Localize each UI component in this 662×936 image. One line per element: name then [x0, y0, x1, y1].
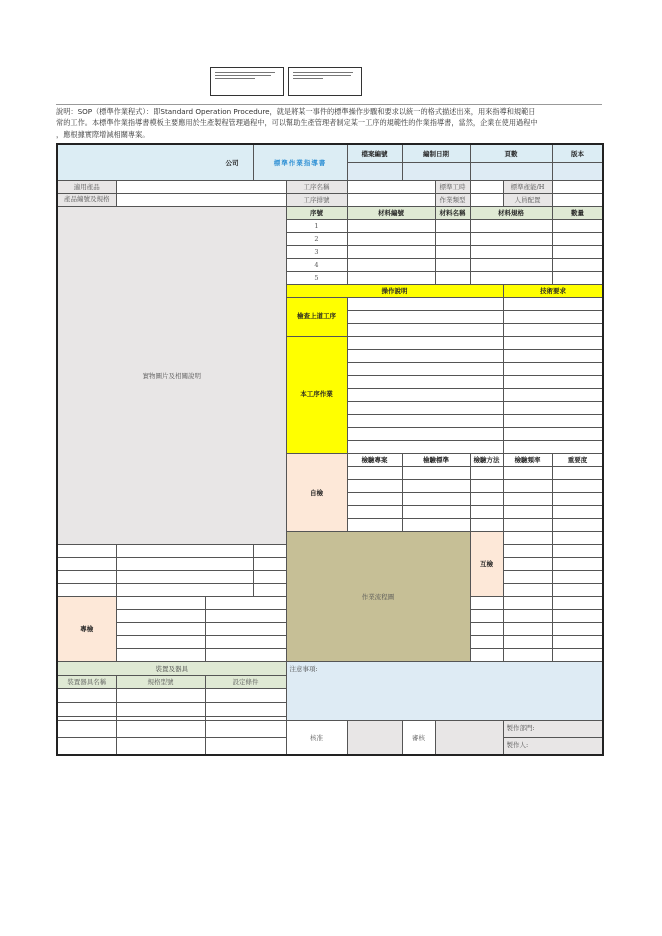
equipment-cell[interactable] [116, 688, 205, 702]
op-cell[interactable] [347, 414, 503, 427]
material-header-code: 材料編號 [347, 206, 435, 219]
equipment-title: 裝置及器具 [57, 661, 286, 675]
inspect-cell[interactable] [503, 635, 552, 648]
thumbnail-preview-2 [288, 67, 362, 96]
inspect-cell[interactable] [552, 492, 603, 505]
date-value[interactable] [402, 162, 470, 180]
inspect-cell[interactable] [552, 583, 603, 596]
process-name-label: 工序名稱 [286, 180, 347, 193]
inspect-cell[interactable] [116, 648, 205, 661]
product-label: 適用產品 [57, 180, 116, 193]
op-cell[interactable] [347, 310, 503, 323]
material-cell[interactable] [347, 245, 435, 258]
op-cell[interactable] [347, 427, 503, 440]
file-no-label: 檔案編號 [347, 144, 402, 162]
inspect-cell[interactable] [503, 583, 552, 596]
inspect-cell[interactable] [205, 596, 286, 609]
equipment-cell[interactable] [205, 688, 286, 702]
self-check-label: 自檢 [286, 453, 347, 531]
inspect-cell[interactable] [205, 609, 286, 622]
inspect-cell[interactable] [470, 518, 503, 531]
std-time-value[interactable] [470, 180, 503, 193]
inspect-cell[interactable] [470, 492, 503, 505]
photo-area: 實物圖片及相關說明 [57, 206, 286, 544]
tech-cell[interactable] [503, 336, 603, 349]
inspect-cell[interactable] [402, 466, 470, 479]
work-type-value[interactable] [470, 193, 503, 206]
material-row-seq: 4 [286, 258, 347, 271]
inspect-header-freq: 檢驗頻率 [503, 453, 552, 466]
std-capacity-label: 標準產能/H [503, 180, 552, 193]
description-line: 常的工作。本標準作業指導書模板主要應用於生產製程管理過程中，可以幫助生產管理者制定某一工序的規範性的作業指導書，當然，企業在使用過程中 [56, 118, 538, 128]
material-row-seq: 2 [286, 232, 347, 245]
inspect-cell[interactable] [552, 648, 603, 661]
tech-cell[interactable] [503, 362, 603, 375]
material-cell[interactable] [470, 245, 552, 258]
inspect-cell[interactable] [503, 544, 552, 557]
material-cell[interactable] [552, 258, 603, 271]
review-label: 審核 [402, 720, 435, 755]
tech-cell[interactable] [503, 440, 603, 453]
inspect-cell[interactable] [347, 479, 402, 492]
inspect-cell[interactable] [116, 557, 253, 570]
inspect-cell[interactable] [57, 583, 116, 596]
material-row-seq: 1 [286, 219, 347, 232]
equipment-cell[interactable] [116, 737, 205, 755]
equipment-header-setting: 設定條件 [205, 675, 286, 688]
inspect-cell[interactable] [57, 570, 116, 583]
material-cell[interactable] [435, 232, 470, 245]
material-cell[interactable] [552, 271, 603, 284]
inspect-cell[interactable] [470, 505, 503, 518]
maker-label[interactable]: 製作人: [503, 737, 603, 755]
work-type-label: 作業類型 [435, 193, 470, 206]
std-time-label: 標準工時 [435, 180, 470, 193]
inspect-cell[interactable] [503, 557, 552, 570]
equipment-cell[interactable] [116, 720, 205, 737]
inspect-cell[interactable] [116, 583, 253, 596]
material-cell[interactable] [347, 258, 435, 271]
tech-cell[interactable] [503, 414, 603, 427]
inspect-cell[interactable] [347, 505, 402, 518]
inspect-cell[interactable] [552, 635, 603, 648]
equipment-cell[interactable] [116, 702, 205, 716]
inspect-cell[interactable] [552, 557, 603, 570]
inspect-cell[interactable] [347, 518, 402, 531]
inspect-header-importance: 重要度 [552, 453, 603, 466]
inspect-cell[interactable] [57, 544, 116, 557]
dept-label[interactable]: 製作部門: [503, 720, 603, 737]
op-cell[interactable] [347, 362, 503, 375]
inspect-cell[interactable] [253, 570, 286, 583]
material-cell[interactable] [435, 271, 470, 284]
tech-cell[interactable] [503, 401, 603, 414]
inspect-cell[interactable] [205, 635, 286, 648]
std-capacity-value[interactable] [552, 180, 603, 193]
inspect-cell[interactable] [503, 570, 552, 583]
version-label: 版本 [552, 144, 603, 162]
tech-cell[interactable] [503, 349, 603, 362]
special-check-label: 專檢 [57, 596, 116, 661]
inspect-cell[interactable] [402, 492, 470, 505]
tech-cell[interactable] [503, 388, 603, 401]
prev-check-label: 檢查上道工序 [286, 297, 347, 336]
tech-cell[interactable] [503, 427, 603, 440]
equipment-cell[interactable] [57, 688, 116, 702]
inspect-cell[interactable] [503, 648, 552, 661]
inspect-cell[interactable] [503, 466, 552, 479]
thumbnail-preview-1 [210, 67, 284, 96]
inspect-cell[interactable] [552, 479, 603, 492]
tech-cell[interactable] [503, 310, 603, 323]
material-cell[interactable] [470, 219, 552, 232]
op-cell[interactable] [347, 375, 503, 388]
material-cell[interactable] [470, 271, 552, 284]
flow-chart-area: 作業流程圖 [286, 531, 470, 661]
inspect-cell[interactable] [503, 596, 552, 609]
description-line: 說明：SOP（標準作業程式）：即Standard Operation Procedure，就是將某一事件的標準操作步驟和要求以統一的格式描述出來，用來指導和規範日 [56, 107, 536, 116]
staffing-label: 人員配置 [503, 193, 552, 206]
inspect-cell[interactable] [470, 609, 503, 622]
inspect-cell[interactable] [116, 622, 205, 635]
material-cell[interactable] [347, 271, 435, 284]
inspect-cell[interactable] [205, 648, 286, 661]
inspect-cell[interactable] [470, 635, 503, 648]
inspect-cell[interactable] [253, 583, 286, 596]
this-process-label: 本工序作業 [286, 336, 347, 453]
inspect-cell[interactable] [470, 466, 503, 479]
tech-req-header: 技術要求 [503, 284, 603, 297]
product-code-label: 產品編號及規格 [57, 193, 116, 206]
inspect-header-method: 檢驗方法 [470, 453, 503, 466]
inspect-cell[interactable] [552, 596, 603, 609]
inspect-cell[interactable] [503, 505, 552, 518]
material-cell[interactable] [347, 232, 435, 245]
inspect-cell[interactable] [503, 479, 552, 492]
staffing-value[interactable] [552, 193, 603, 206]
material-row-seq: 5 [286, 271, 347, 284]
material-cell[interactable] [552, 245, 603, 258]
inspect-cell[interactable] [116, 609, 205, 622]
material-cell[interactable] [552, 219, 603, 232]
process-name-value[interactable] [347, 180, 435, 193]
op-cell[interactable] [347, 336, 503, 349]
notes-area[interactable]: 注意事項: [286, 661, 603, 720]
inspect-cell[interactable] [116, 596, 205, 609]
inspect-cell[interactable] [503, 518, 552, 531]
description-line: ，應根據實際增減相關專案。 [56, 129, 150, 139]
description-text [56, 104, 602, 140]
equipment-header-name: 裝置器具名稱 [57, 675, 116, 688]
review-value[interactable] [435, 720, 503, 755]
tech-cell[interactable] [503, 375, 603, 388]
op-cell[interactable] [347, 297, 503, 310]
material-cell[interactable] [347, 219, 435, 232]
material-header-spec: 材料規格 [470, 206, 552, 219]
inspect-header-item: 檢驗專案 [347, 453, 402, 466]
approve-label: 核准 [286, 720, 347, 755]
file-no-value[interactable] [347, 162, 402, 180]
op-cell[interactable] [347, 323, 503, 336]
inspect-cell[interactable] [347, 492, 402, 505]
inspect-cell[interactable] [116, 635, 205, 648]
material-header-qty: 數量 [552, 206, 603, 219]
inspect-cell[interactable] [503, 531, 552, 544]
op-cell[interactable] [347, 401, 503, 414]
product-value[interactable] [116, 180, 286, 193]
date-label: 編制日期 [402, 144, 470, 162]
equipment-cell[interactable] [205, 737, 286, 755]
equipment-cell[interactable] [205, 720, 286, 737]
inspect-cell[interactable] [116, 544, 253, 557]
tech-cell[interactable] [503, 323, 603, 336]
inspect-cell[interactable] [470, 622, 503, 635]
mutual-check-label: 互檢 [470, 531, 503, 596]
inspect-cell[interactable] [552, 622, 603, 635]
material-cell[interactable] [435, 258, 470, 271]
equipment-header-model: 規格型號 [116, 675, 205, 688]
tech-cell[interactable] [503, 297, 603, 310]
material-cell[interactable] [470, 232, 552, 245]
form-title: 標準作業指導書 [253, 144, 347, 180]
inspect-cell[interactable] [253, 544, 286, 557]
inspect-cell[interactable] [205, 622, 286, 635]
inspect-cell[interactable] [57, 557, 116, 570]
material-row-seq: 3 [286, 245, 347, 258]
equipment-cell[interactable] [57, 702, 116, 716]
inspect-cell[interactable] [552, 531, 603, 544]
inspect-cell[interactable] [402, 505, 470, 518]
inspect-cell[interactable] [503, 609, 552, 622]
process-order-value[interactable] [347, 193, 435, 206]
inspect-cell[interactable] [503, 622, 552, 635]
pages-value[interactable] [470, 162, 552, 180]
inspect-cell[interactable] [552, 466, 603, 479]
inspect-cell[interactable] [470, 648, 503, 661]
inspect-cell[interactable] [116, 570, 253, 583]
product-code-value[interactable] [116, 193, 286, 206]
material-cell[interactable] [470, 258, 552, 271]
inspect-cell[interactable] [552, 505, 603, 518]
inspect-cell[interactable] [402, 518, 470, 531]
inspect-cell[interactable] [470, 596, 503, 609]
version-value[interactable] [552, 162, 603, 180]
inspect-cell[interactable] [503, 492, 552, 505]
op-desc-header: 操作說明 [286, 284, 503, 297]
material-header-name: 材料名稱 [435, 206, 470, 219]
process-order-label: 工序排號 [286, 193, 347, 206]
inspect-cell[interactable] [552, 570, 603, 583]
equipment-cell[interactable] [205, 702, 286, 716]
equipment-cell[interactable] [57, 737, 116, 755]
pages-label: 頁數 [470, 144, 552, 162]
inspect-cell[interactable] [402, 479, 470, 492]
inspect-cell[interactable] [552, 518, 603, 531]
op-cell[interactable] [347, 349, 503, 362]
equipment-cell[interactable] [57, 720, 116, 737]
inspect-cell[interactable] [347, 466, 402, 479]
op-cell[interactable] [347, 440, 503, 453]
inspect-header-standard: 檢驗標準 [402, 453, 470, 466]
material-cell[interactable] [435, 219, 470, 232]
op-cell[interactable] [347, 388, 503, 401]
approve-value[interactable] [347, 720, 402, 755]
inspect-cell[interactable] [552, 609, 603, 622]
inspect-cell[interactable] [253, 557, 286, 570]
inspect-cell[interactable] [552, 544, 603, 557]
inspect-cell[interactable] [470, 479, 503, 492]
company-cell: 公司 [57, 144, 253, 180]
sop-form [56, 143, 604, 756]
material-cell[interactable] [435, 245, 470, 258]
material-cell[interactable] [552, 232, 603, 245]
material-header-seq: 序號 [286, 206, 347, 219]
